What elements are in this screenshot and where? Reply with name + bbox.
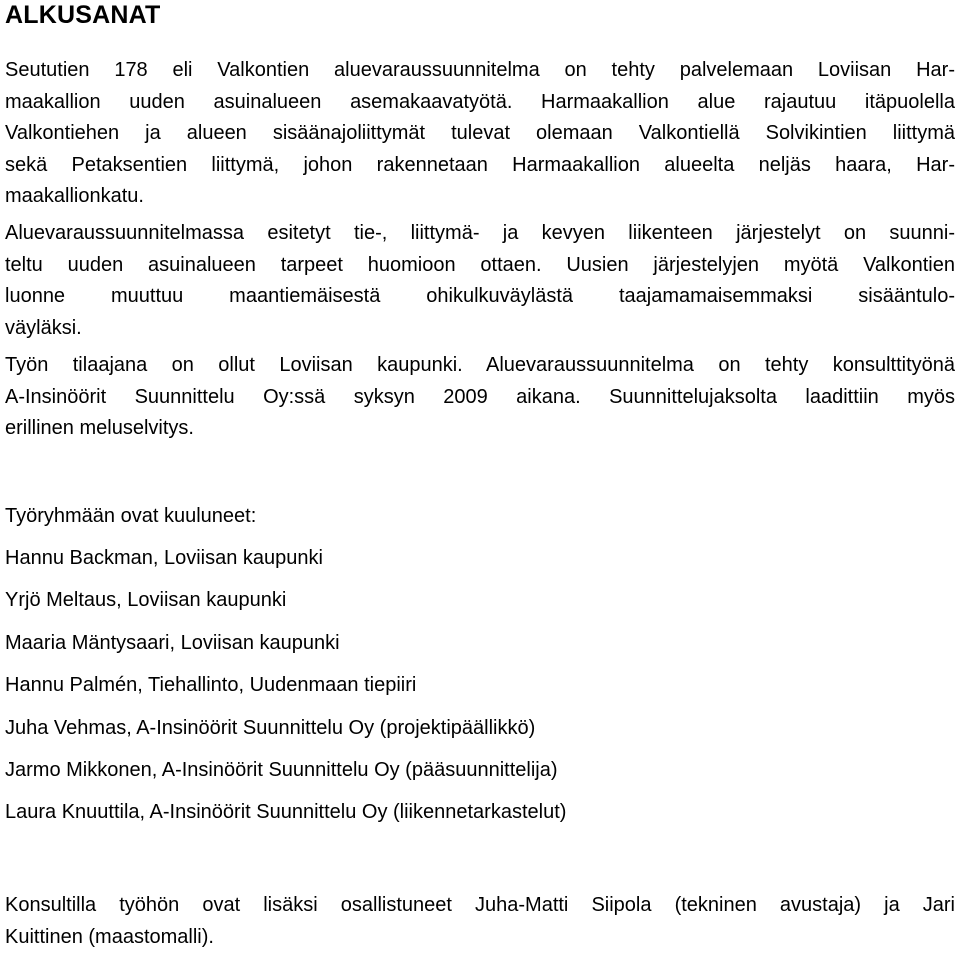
paragraph-line: A-Insinöörit Suunnittelu Oy:ssä syksyn 2009 aikana. Suunnittelujaksolta laadittiin myös [5,382,955,414]
paragraph-line: maakallionkatu. [5,181,955,213]
team-heading: Työryhmään ovat kuuluneet: [5,504,256,528]
paragraph-planning [5,218,955,344]
team-member: Jarmo Mikkonen, A-Insinöörit Suunnittelu Oy (pääsuunnittelija) [5,758,566,800]
page-title: ALKUSANAT [5,0,161,30]
paragraph-line: teltu uuden asuinalueen tarpeet huomioon ottaen. Uusien järjestelyjen myötä Valkontien [5,250,955,282]
paragraph-intro [5,55,955,213]
team-member: Maaria Mäntysaari, Loviisan kaupunki [5,631,566,673]
paragraph-line: erillinen meluselvitys. [5,413,955,445]
team-member: Laura Knuuttila, A-Insinöörit Suunnittelu Oy (liikennetarkastelut) [5,800,566,842]
team-member: Juha Vehmas, A-Insinöörit Suunnittelu Oy (projektipäällikkö) [5,716,566,758]
paragraph-line: maakallion uuden asuinalueen asemakaavatyötä. Harmaakallion alue rajautuu itäpuolella [5,87,955,119]
team-member: Yrjö Meltaus, Loviisan kaupunki [5,588,566,630]
paragraph-line: sekä Petaksentien liittymä, johon rakennetaan Harmaakallion alueelta neljäs haara, Har- [5,150,955,182]
paragraph-line: Konsultilla työhön ovat lisäksi osallistuneet Juha-Matti Siipola (tekninen avustaja) ja Jari [5,890,955,922]
paragraph-line: Seututien 178 eli Valkontien aluevaraussuunnitelma on tehty palvelemaan Loviisan Har- [5,55,955,87]
team-member: Hannu Backman, Loviisan kaupunki [5,546,566,588]
team-member-list [5,546,566,843]
paragraph-line: luonne muuttuu maantiemäisestä ohikulkuväylästä taajamamaisemmaksi sisääntulo- [5,281,955,313]
team-member: Hannu Palmén, Tiehallinto, Uudenmaan tiepiiri [5,673,566,715]
paragraph-line: väyläksi. [5,313,955,345]
paragraph-line: Aluevaraussuunnitelmassa esitetyt tie-, liittymä- ja kevyen liikenteen järjestelyt on suunni- [5,218,955,250]
paragraph-line: Kuittinen (maastomalli). [5,922,955,953]
paragraph-line: Valkontiehen ja alueen sisäänajoliittymät tulevat olemaan Valkontiellä Solvikintien liittymä [5,118,955,150]
paragraph-line: Työn tilaajana on ollut Loviisan kaupunki. Aluevaraussuunnitelma on tehty konsulttityönä [5,350,955,382]
paragraph-closing [5,890,955,953]
paragraph-client [5,350,955,445]
